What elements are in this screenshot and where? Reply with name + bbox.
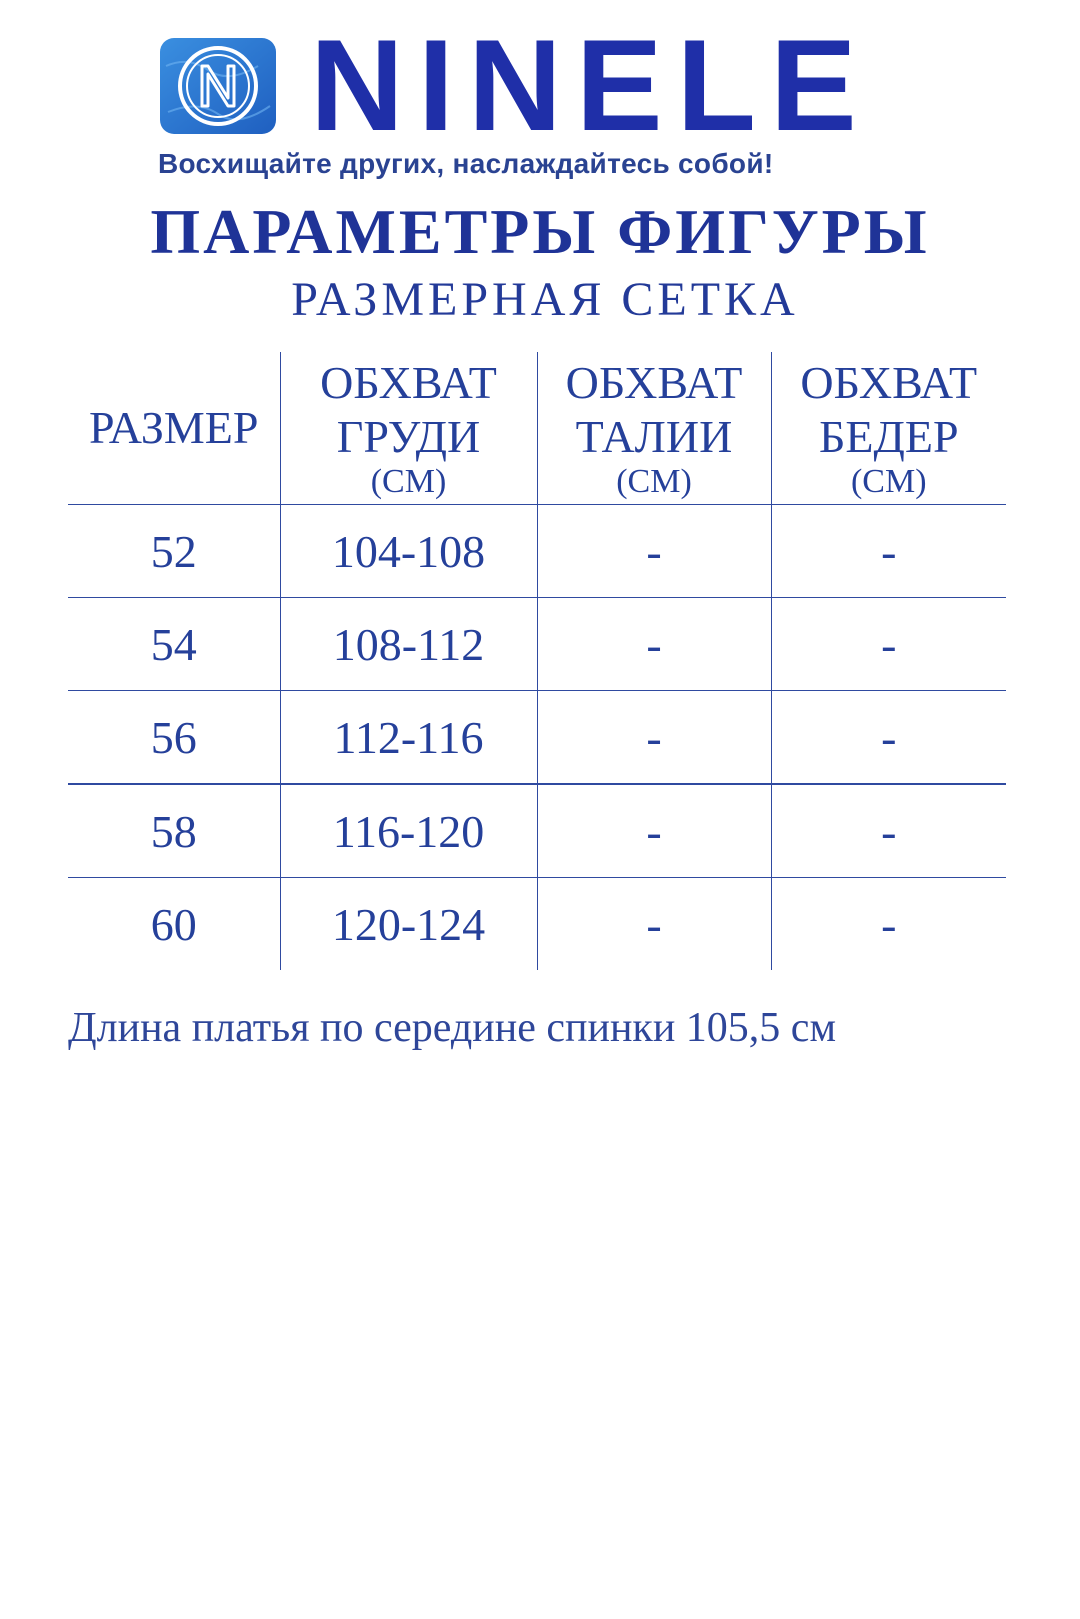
brand-name: NINELE [310, 12, 871, 158]
table-row [68, 784, 1006, 878]
header-waist-line1: ОБХВАТ [565, 357, 743, 408]
header-waist [537, 352, 771, 505]
header-size [68, 352, 280, 505]
header-bust-line2: ГРУДИ [336, 411, 481, 462]
cell-waist: - [537, 878, 771, 971]
cell-waist: - [537, 505, 771, 598]
size-chart-table [68, 352, 1006, 970]
cell-hips: - [771, 598, 1006, 691]
cell-bust: 120-124 [280, 878, 537, 971]
cell-bust: 108-112 [280, 598, 537, 691]
table-row [68, 878, 1006, 971]
cell-hips: - [771, 505, 1006, 598]
header-waist-unit: (СМ) [616, 463, 692, 500]
page-subtitle: РАЗМЕРНАЯ СЕТКА [291, 273, 799, 326]
cell-size: 58 [68, 784, 280, 878]
header-hips [771, 352, 1006, 505]
brand-tagline: Восхищайте других, наслаждайтесь собой! [158, 148, 774, 179]
header-hips-unit: (СМ) [850, 463, 927, 500]
header-size-label: РАЗМЕР [89, 402, 259, 453]
brand-logo [158, 12, 938, 158]
page-title: ПАРАМЕТРЫ ФИГУРЫ [150, 196, 930, 267]
header-waist-line2: ТАЛИИ [575, 411, 733, 462]
table-header-row [68, 352, 1006, 505]
cell-hips: - [771, 691, 1006, 785]
cell-hips: - [771, 784, 1006, 878]
header-bust [280, 352, 537, 505]
cell-waist: - [537, 784, 771, 878]
cell-hips: - [771, 878, 1006, 971]
header-bust-unit: (СМ) [370, 463, 447, 500]
header-hips-line2: БЕДЕР [818, 411, 959, 462]
cell-size: 56 [68, 691, 280, 785]
table-row [68, 598, 1006, 691]
ninele-badge-icon [158, 36, 278, 136]
cell-size: 60 [150, 898, 197, 950]
table-row [68, 691, 1006, 785]
dress-length-note: Длина платья по середине спинки 105,5 см [68, 1005, 837, 1051]
cell-size: 52 [68, 505, 280, 598]
header-hips-line1: ОБХВАТ [800, 357, 978, 408]
cell-waist: - [537, 598, 771, 691]
cell-bust: 116-120 [280, 784, 537, 878]
table-row [68, 505, 1006, 598]
cell-size: 54 [68, 598, 280, 691]
cell-waist: - [537, 691, 771, 785]
header-bust-line1: ОБХВАТ [320, 357, 497, 408]
cell-bust: 112-116 [280, 691, 537, 785]
cell-bust: 104-108 [280, 505, 537, 598]
